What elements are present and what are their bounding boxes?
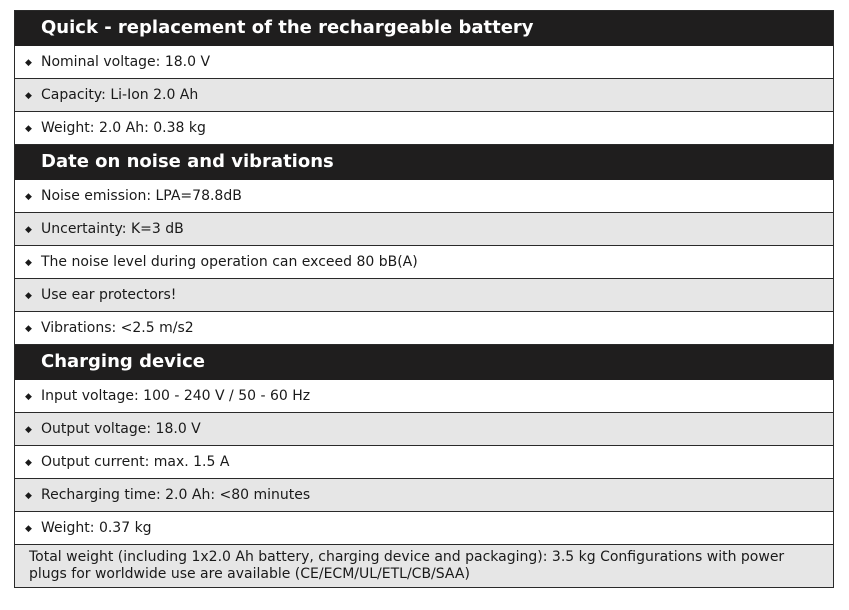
item-text: Use ear protectors! [41, 287, 177, 303]
bullet-icon: ◆ [25, 524, 32, 534]
list-item [15, 112, 833, 145]
section-header-battery: Quick - replacement of the rechargeable battery [15, 11, 833, 46]
bullet-icon: ◆ [25, 425, 32, 435]
list-item [15, 380, 833, 413]
list-item [15, 246, 833, 279]
list-item [15, 46, 833, 79]
item-text: Output voltage: 18.0 V [41, 421, 201, 437]
list-item [15, 180, 833, 213]
spec-table [14, 10, 834, 588]
bullet-icon: ◆ [25, 91, 32, 101]
bullet-icon: ◆ [25, 291, 32, 301]
list-item [15, 213, 833, 246]
item-text: Noise emission: LPA=78.8dB [41, 188, 242, 204]
item-text: Nominal voltage: 18.0 V [41, 54, 211, 70]
section-header-charging: Charging device [15, 345, 833, 380]
bullet-icon: ◆ [25, 258, 32, 268]
bullet-icon: ◆ [25, 324, 32, 334]
bullet-icon: ◆ [25, 192, 32, 202]
list-item [15, 479, 833, 512]
item-text: Input voltage: 100 - 240 V / 50 - 60 Hz [41, 388, 311, 404]
item-text: The noise level during operation can exceed 80 bB(A) [41, 254, 418, 270]
list-item [15, 312, 833, 345]
bullet-icon: ◆ [25, 458, 32, 468]
item-text: Output current: max. 1.5 A [41, 454, 230, 470]
bullet-icon: ◆ [25, 225, 32, 235]
list-item [15, 446, 833, 479]
list-item [15, 512, 833, 545]
item-text: Weight: 2.0 Ah: 0.38 kg [41, 120, 206, 136]
bullet-icon: ◆ [25, 124, 32, 134]
item-text: Vibrations: <2.5 m/s2 [41, 320, 194, 336]
list-item [15, 413, 833, 446]
item-text: Recharging time: 2.0 Ah: <80 minutes [41, 487, 311, 503]
bullet-icon: ◆ [25, 58, 32, 68]
bullet-icon: ◆ [25, 392, 32, 402]
bullet-icon: ◆ [25, 491, 32, 501]
item-text: Uncertainty: K=3 dB [41, 221, 184, 237]
list-item [15, 279, 833, 312]
footer-note: Total weight (including 1x2.0 Ah battery, charging device and packaging): 3.5 kg Configurations with power plugs for worldwide use are available (CE/ECM/UL/ETL/CB/SAA) [15, 545, 833, 587]
item-text: Capacity: Li-Ion 2.0 Ah [41, 87, 199, 103]
list-item [15, 79, 833, 112]
section-header-noise: Date on noise and vibrations [15, 145, 833, 180]
item-text: Weight: 0.37 kg [41, 520, 152, 536]
